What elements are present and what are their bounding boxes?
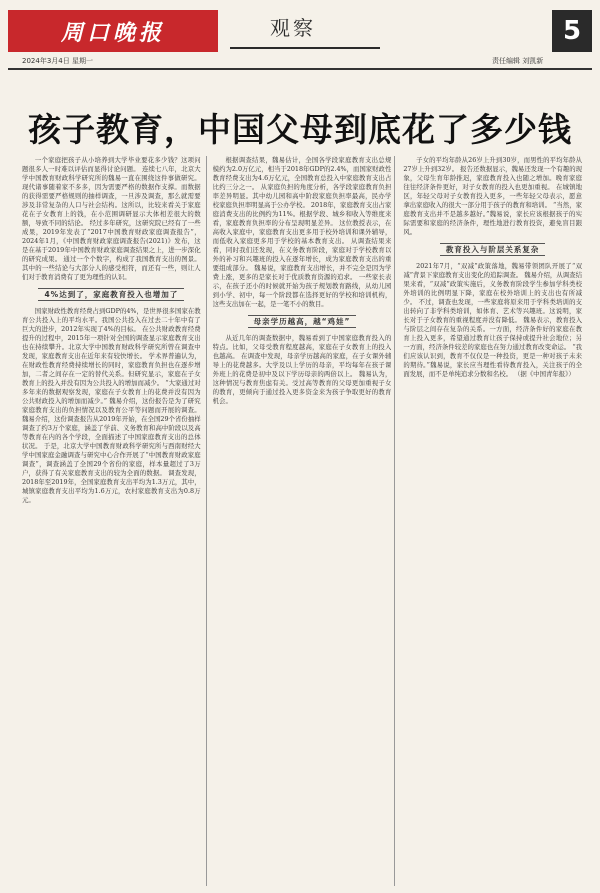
article-columns xyxy=(22,156,582,886)
subhead-1-text: 4%达到了，家庭教育投入也增加了 xyxy=(38,288,184,301)
column-2-body-2: 从近几年的调查数据中，魏易看到了中国家庭教育投入的特点。比如，父母受教育程度越高，家庭在子女教育上的投入也越高。 在调查中发现，母亲学历越高的家庭，在子女课外辅导上的花费越多。大学及以上学历的母亲，平均每年在孩子课外班上的花费是初中及以下学历母亲的两倍以上。 魏易认为，这种情况与教育焦虑有关。受过高等教育的父母更加重视子女的教育，更倾向于通过投入更多资金来为孩子争取更好的教育机会。 xyxy=(212,334,392,405)
column-2-body: 根据调查结果，魏易估计，全国各学段家庭教育支出总规模约为2.0万亿元，相当于2018年GDP的2.4%，而国家财政性教育经费支出为4.6万亿元，全国教育总投入中家庭教育支出占比约三分之一。 从家庭负担的角度分析，各学段家庭教育负担率差异明显。其中幼儿园和高中阶段家庭负担率最高，民办学校家庭负担率明显高于公办学校。 2018年，家庭教育支出占家庭消费支出的比例约为11%。根据学段、城乡和收入等维度来看，家庭教育负担率的分布呈现明显差异。 这位教授表示，在高收入家庭中，家庭教育支出更多用于校外培训和课外辅导，而低收入家庭更多用于学校的基本教育支出。 从调查结果来看，同时我们还发现，在义务教育阶段，家庭对于学校教育以外的补习和兴趣班的投入在逐年增长，成为家庭教育支出的重要组成部分。 魏易说，家庭教育支出增长，并不完全是因为学费上涨，更多的是家长对于优质教育资源的追求。 一些家长表示，在孩子还小的时候就开始为孩子规划教育路线，从幼儿园到小学、初中，每一个阶段都在选择更好的学校和培训机构，这些支出加在一起，是一笔不小的数目。 xyxy=(212,156,392,308)
intro-paragraph: 一个家庭把孩子从小培养到大学毕业要花多少钱？这项问题很多人一时难以评估而显得讨论问题。 连续七八年，北京大学中国教育财政科学研究所的魏易一直在围绕这件事做研究。 现代诸事随着家不多多，因为需要严格的数据作支撑。而数据的获得需要严格规则的抽样调查，一旦涉及调查，那么就需要涉及非常复杂的人口与社会结构。这所以，比较来看关于家庭花在子女教育上的钱，在小范围调研显示大体相差很大的数额，导致不同的结论。 经过多年研究，这研究院已经有了一些成果，2019年发表了“2017中国教育财政家庭调查报告”，2024年1月，《中国教育财政家庭调查报告(2021)》发布，这是在基于2019年中国教育财政家庭调查结果之上，进一步深化的研究成果。 通过一个个数字，构成了我国教育支出的图景。其中的一些结论与大部分人的感受相符，而还有一些，则让人们对于教育消费有了更为理性的认识。 xyxy=(22,156,201,281)
subhead-2-text: 母亲学历越高，越“鸡娃” xyxy=(248,315,357,328)
column-3 xyxy=(403,156,582,886)
column-3-body-2: 2021年7月，“双减”政策落地，魏易带领团队开展了“双减”背景下家庭教育支出变化的追踪调查。 魏易介绍，从调查结果来看，“双减”政策实施后，义务教育阶段学生参加学科类校外培训的比例明显下降，家庭在校外培训上的支出也有所减少。 不过，调查也发现，一些家庭将原来用于学科类培训的支出转向了非学科类培训，如体育、艺术等兴趣班。这说明，家长对于子女教育的重视程度并没有降低。 魏易表示，教育投入与阶层之间存在复杂的关系。一方面，经济条件好的家庭在教育上投入更多，希望通过教育让孩子保持或提升社会地位；另一方面，经济条件较差的家庭也在努力通过教育改变命运。 “我们应该认识到，教育不仅仅是一种投资，更是一种对孩子未来的期待。”魏易说，家长应当理性看待教育投入，关注孩子的全面发展，而不是单纯追求分数和名校。 （据《中国青年报》） xyxy=(403,262,583,378)
page-number-box xyxy=(552,10,592,52)
section-title: 观察 xyxy=(270,16,316,40)
column-3-body: 子女的平均年龄从26岁上升到30岁，而男性的平均年龄从27岁上升到32岁。 报告还数据显示，魏易还发现一个有趣的现象，父母生育年龄推迟，家庭教育投入也随之增加。晚育家庭往往经济条件更好，对子女教育的投入也更加重视。 在城镇地区，年轻父母对子女教育投入更多，一些年轻父母表示，愿意拿出家庭收入的很大一部分用于孩子的教育和培训。 “当然，家庭教育支出并不是越多越好。”魏易说，家长应该根据孩子的实际需要和家庭的经济条件，理性地进行教育投资，避免盲目跟风。 xyxy=(403,156,583,236)
header-rule xyxy=(8,68,592,70)
column-divider-1 xyxy=(206,156,207,886)
dateline: 2024年3月4日 星期一 xyxy=(22,57,93,65)
subhead-3 xyxy=(403,243,582,256)
newspaper-logo xyxy=(8,10,218,52)
editor-credit: 责任编辑 刘凯新 xyxy=(492,57,544,65)
subhead-3-text: 教育投入与阶层关系复杂 xyxy=(440,243,546,256)
masthead xyxy=(0,0,600,64)
column-1 xyxy=(22,156,201,886)
column-divider-2 xyxy=(394,156,395,886)
headline: 孩子教育，中国父母到底花了多少钱 xyxy=(28,110,572,150)
section-rule xyxy=(230,47,380,49)
subhead-2 xyxy=(213,315,392,328)
column-1-body: 国家财政性教育经费占到GDP的4%，是世界很多国家在教育公共投入上的平均水平。我国公共投入在过去二十年中有了巨大的进步，2012年实现了4%的目标。 在公共财政教育经费提升的过程中，2015年一项针对全国的调查显示家庭教育支出也在持续攀升。北京大学中国教育财政科学研究所曾在调查中发现，家庭教育支出在近年来有较快增长。 学术界普遍认为，在财政性教育经费持续增长的同时，家庭教育负担也在逐步增加，二者之间存在一定的替代关系。但研究显示，家庭在子女教育上的投入并没有因为公共投入的增加而减少。 “大家通过对多年来的数据观察发现，家庭在子女教育上的花费并没有因为公共财政投入的增加而减少。” 魏易介绍，这份报告是为了研究家庭教育支出的负担情况以及教育公平等问题而开展的调查。 魏易介绍，这份调查报告从2019年开始，在全国29个省份抽样调查了约3万个家庭，涵盖了学前、义务教育和高中阶段以及高等教育在内的各个学段，全面描述了中国家庭教育支出的总体状况。 于是，北京大学中国教育财政科学研究所与西南财经大学中国家庭金融调查与研究中心合作开展了“中国教育财政家庭调查”，调查涵盖了全国29个省份的家庭，样本量超过了3万户，获得了有关家庭教育支出的较为全面的数据。 调查发现，2018年至2019年，全国家庭教育支出平均为1.3万元，其中，城镇家庭教育支出平均为1.6万元，农村家庭教育支出为0.8万元。 xyxy=(22,307,201,504)
logo-text: 周口晚报 xyxy=(60,19,165,46)
page-number: 5 xyxy=(562,16,582,46)
subhead-1 xyxy=(22,288,201,301)
column-2 xyxy=(213,156,392,886)
